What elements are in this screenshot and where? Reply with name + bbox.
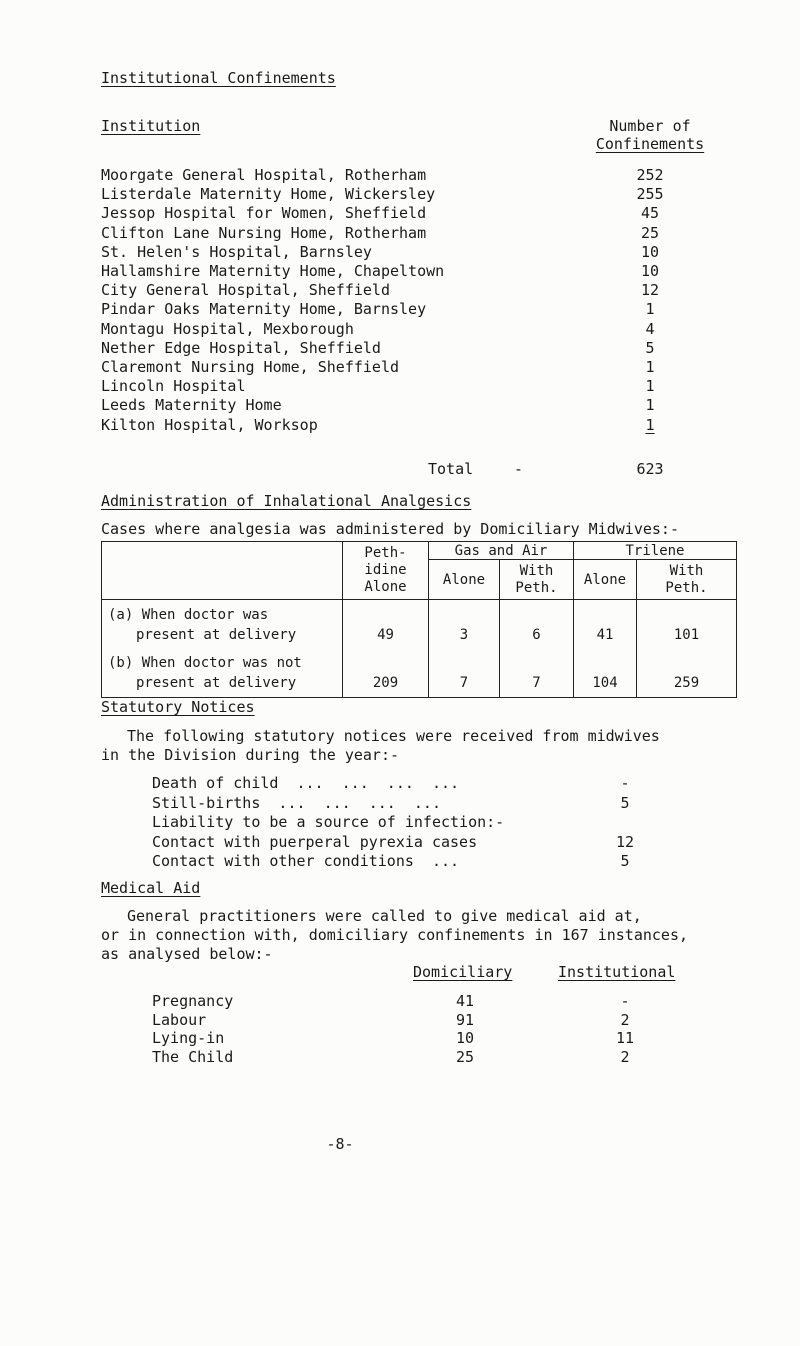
gas-alone-header: Alone: [429, 560, 500, 600]
analgesia-table: [101, 541, 737, 698]
trilene-alone-header: Alone: [574, 560, 637, 600]
medical-institutional-value: -: [620, 992, 630, 1010]
medical-domiciliary-value: 91: [455, 1010, 475, 1029]
analgesics-intro: Cases where analgesia was administered by Domiciliary Midwives:-: [101, 520, 679, 538]
analgesics-title: Administration of Inhalational Analgesics: [101, 492, 472, 510]
cell-a-trilene-with: 101: [673, 626, 700, 643]
confinement-count: 1: [645, 415, 655, 434]
notice-value: 5: [620, 852, 630, 870]
total-label: Total: [428, 460, 474, 478]
institution-name: Nether Edge Hospital, Sheffield: [101, 338, 381, 357]
notice-label: Contact with puerperal pyrexia cases: [152, 832, 478, 851]
gas-with-line1: With: [519, 562, 554, 579]
confinement-count: 10: [640, 242, 660, 261]
pethidine-header: [343, 542, 429, 600]
cell-b-trilene-with: 259: [673, 674, 700, 691]
institution-name: Montagu Hospital, Mexborough: [101, 319, 354, 338]
cell-a-trilene-alone: 41: [596, 626, 614, 643]
trilene-with-line2: Peth.: [665, 579, 708, 596]
row-a-label2: present at delivery: [136, 626, 297, 643]
medical-institutional-value: 2: [620, 1010, 630, 1029]
institution-name: Pindar Oaks Maternity Home, Barnsley: [101, 300, 427, 319]
number-column-header-line2: Confinements: [595, 135, 705, 153]
medical-domiciliary-value: 10: [455, 1029, 475, 1047]
gas-with-values: [500, 600, 574, 698]
confinement-count: 25: [640, 223, 660, 242]
table-corner: [102, 542, 343, 600]
notice-value: 12: [615, 832, 635, 851]
institution-name: Clifton Lane Nursing Home, Rotherham: [101, 223, 427, 242]
confinement-count: 1: [645, 358, 655, 376]
confinement-count: 12: [640, 281, 660, 300]
confinement-count: 1: [645, 300, 655, 319]
trilene-with-line1: With: [669, 562, 704, 579]
confinement-count: 1: [645, 396, 655, 415]
institution-name: Moorgate General Hospital, Rotherham: [101, 166, 427, 184]
notice-label: Still-births ... ... ... ...: [152, 793, 441, 812]
medical-aid-title: Medical Aid: [101, 879, 201, 897]
institutional-header: Institutional: [558, 963, 676, 981]
number-column-header-line1: Number of: [609, 117, 691, 135]
pethidine-values: [343, 600, 429, 698]
institution-name: Leeds Maternity Home: [101, 396, 282, 415]
notices-intro-line2: in the Division during the year:-: [101, 746, 400, 764]
notices-title: Statutory Notices: [101, 698, 255, 716]
total-dash: -: [514, 460, 524, 478]
confinements-title: Institutional Confinements: [101, 69, 336, 87]
medical-row-label: Pregnancy: [152, 992, 234, 1010]
notice-value: -: [620, 774, 630, 792]
gas-with-line2: Peth.: [515, 579, 558, 596]
institution-name: St. Helen's Hospital, Barnsley: [101, 242, 372, 261]
cell-b-gas-alone: 7: [459, 674, 469, 691]
confinement-count: 10: [640, 262, 660, 280]
institution-name: Listerdale Maternity Home, Wickersley: [101, 185, 436, 204]
confinement-count: 45: [640, 204, 660, 223]
notice-label: Death of child ... ... ... ...: [152, 774, 460, 792]
cell-a-pethidine: 49: [377, 626, 394, 643]
medical-row-label: The Child: [152, 1047, 234, 1066]
medical-institutional-value: 2: [620, 1047, 630, 1066]
cell-a-gas-alone: 3: [459, 626, 469, 643]
medical-line3: as analysed below:-: [101, 945, 273, 963]
gas-air-header: Gas and Air: [429, 542, 574, 560]
medical-line1: General practitioners were called to give medical aid at,: [127, 907, 642, 925]
medical-row-label: Lying-in: [152, 1029, 225, 1047]
gas-with-header: [500, 560, 574, 600]
trilene-alone-values: [574, 600, 637, 698]
domiciliary-header: Domiciliary: [413, 963, 513, 981]
institution-name: City General Hospital, Sheffield: [101, 281, 390, 300]
medical-domiciliary-value: 25: [455, 1047, 475, 1066]
cell-b-gas-with: 7: [532, 674, 541, 691]
medical-institutional-value: 11: [615, 1029, 635, 1047]
row-a-label1: (a) When doctor was: [108, 606, 269, 623]
trilene-with-header: [637, 560, 737, 600]
confinement-count: 5: [645, 338, 655, 357]
institution-name: Kilton Hospital, Worksop: [101, 415, 318, 434]
medical-domiciliary-value: 41: [455, 992, 475, 1010]
confinement-count: 252: [636, 166, 664, 184]
cell-b-trilene-alone: 104: [592, 674, 618, 691]
medical-line2: or in connection with, domiciliary confinements in 167 instances,: [101, 926, 688, 944]
pethidine-header-line2: idine: [364, 562, 407, 578]
institution-name: Jessop Hospital for Women, Sheffield: [101, 204, 427, 223]
pethidine-header-line3: Alone: [364, 579, 407, 595]
row-b-label1: (b) When doctor was not: [108, 654, 302, 671]
row-labels: [102, 600, 343, 698]
notice-value: 5: [620, 793, 630, 812]
institution-name: Claremont Nursing Home, Sheffield: [101, 358, 400, 376]
trilene-header: Trilene: [574, 542, 737, 560]
confinement-count: 1: [645, 377, 655, 396]
row-b-label2: present at delivery: [136, 674, 297, 691]
confinement-count: 4: [645, 319, 655, 338]
institution-name: Hallamshire Maternity Home, Chapeltown: [101, 262, 445, 280]
confinement-count: 255: [636, 185, 664, 204]
trilene-with-values: [637, 600, 737, 698]
cell-a-gas-with: 6: [532, 626, 541, 643]
page-number: -8-: [326, 1135, 354, 1153]
medical-row-label: Labour: [152, 1010, 207, 1029]
cell-b-pethidine: 209: [372, 674, 399, 691]
institution-column-header: Institution: [101, 117, 201, 135]
institution-name: Lincoln Hospital: [101, 377, 246, 396]
total-value: 623: [636, 460, 664, 478]
notice-label: Contact with other conditions ...: [152, 852, 460, 870]
notices-intro-line1: The following statutory notices were received from midwives: [127, 727, 660, 745]
gas-alone-values: [429, 600, 500, 698]
notice-label: Liability to be a source of infection:-: [152, 813, 505, 831]
pethidine-header-line1: Peth-: [364, 545, 407, 561]
